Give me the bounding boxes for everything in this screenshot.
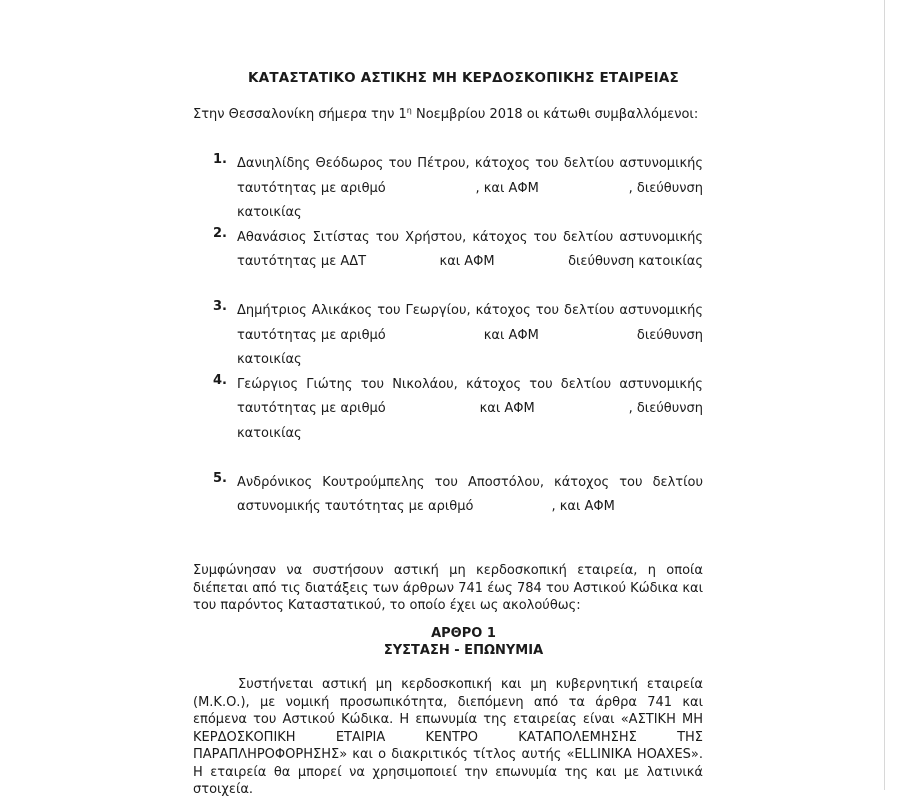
member-word: του xyxy=(529,376,553,392)
member-item xyxy=(213,226,703,275)
member-word: Γεωργίου, xyxy=(405,303,471,318)
member-word: του xyxy=(388,156,412,171)
member-number: 3. xyxy=(213,299,227,314)
member-line xyxy=(237,201,703,226)
intro-superscript: η xyxy=(406,106,412,115)
member-number: 4. xyxy=(213,372,227,388)
member-word: Γεώργιος xyxy=(237,376,299,392)
member-number: 1. xyxy=(213,152,227,167)
blank-field xyxy=(473,495,551,520)
intro-text-before: Στην Θεσσαλονίκη σήμερα την 1 xyxy=(193,107,407,122)
member-number: 2. xyxy=(213,225,227,241)
page-edge xyxy=(884,0,885,790)
member-word: κατοικίας xyxy=(237,352,302,367)
member-line xyxy=(237,422,703,447)
member-word: του xyxy=(375,229,400,245)
member-line xyxy=(237,471,703,496)
member-word: Χρήστου, xyxy=(405,229,467,245)
member-word: του xyxy=(377,303,401,318)
member-word: δελτίου xyxy=(560,376,612,392)
member-word: Γιώτης xyxy=(306,376,353,392)
member-word: του xyxy=(619,474,643,490)
member-word: Ανδρόνικος xyxy=(237,474,313,490)
member-word: κάτοχος xyxy=(472,229,528,245)
member-line xyxy=(237,397,703,422)
member-word: , και ΑΦΜ xyxy=(551,499,615,514)
member-word: Θεόδωρος xyxy=(315,156,384,171)
document-title: ΚΑΤΑΣΤΑΤΙΚΟ ΑΣΤΙΚΗΣ ΜΗ ΚΕΡΔΟΣΚΟΠΙΚΗΣ ΕΤΑΙΡΕΙΑΣ xyxy=(248,70,679,86)
member-word: Κουτρούμπελης xyxy=(322,474,425,490)
member-word: κατοικίας xyxy=(237,205,302,220)
member-line xyxy=(237,152,703,177)
member-number: 5. xyxy=(213,470,227,486)
member-word: Δημήτριος xyxy=(237,303,307,318)
member-word: διεύθυνση xyxy=(636,327,703,343)
member-word: διεύθυνση κατοικίας xyxy=(568,254,703,269)
member-word: και ΑΦΜ xyxy=(439,254,495,269)
member-item xyxy=(213,471,703,520)
member-word: ταυτότητας με αριθμό xyxy=(237,180,386,196)
member-line xyxy=(237,299,703,324)
member-word: αστυνομικής xyxy=(619,303,703,318)
member-line xyxy=(237,324,703,349)
member-word: και ΑΦΜ xyxy=(483,327,539,343)
members-list xyxy=(213,152,703,520)
member-word: και ΑΦΜ xyxy=(479,401,535,416)
member-line xyxy=(237,348,703,373)
member-word: Πέτρου, xyxy=(417,156,470,171)
member-line xyxy=(237,373,703,398)
member-line xyxy=(237,177,703,202)
member-word: του xyxy=(535,303,560,318)
member-word: του xyxy=(533,229,557,245)
member-word: αστυνομικής xyxy=(619,376,703,392)
member-word: κάτοχος xyxy=(474,156,531,171)
member-line xyxy=(237,250,703,275)
member-word: αστυνομικής ταυτότητας με αριθμό xyxy=(237,499,474,514)
member-word: Νικολάου, xyxy=(392,376,458,392)
member-word: του xyxy=(535,156,559,171)
member-word: Δανιηλίδης xyxy=(237,156,311,171)
agreement-paragraph: Συμφώνησαν να συστήσουν αστική μη κερδοσκοπική εταιρεία, η οποία διέπεται από τις διατάξεις των άρθρων 741 έως 784 του Αστικού Κώδικα και του παρόντος Καταστατικού, το οποίο έχει ως ακολούθως: xyxy=(193,563,703,613)
member-word: αστυνομικής xyxy=(619,229,703,245)
member-line xyxy=(237,495,703,520)
member-word: Σιτίστας xyxy=(312,229,370,245)
intro-sentence xyxy=(193,106,698,122)
article-number: ΑΡΘΡΟ 1 xyxy=(431,626,496,641)
member-word: του xyxy=(434,474,458,490)
member-word: δελτίου xyxy=(652,474,703,490)
member-word: κατοικίας xyxy=(237,425,302,441)
member-word: ταυτότητας με αριθμό xyxy=(237,327,386,343)
member-word: ταυτότητας με ΑΔΤ xyxy=(237,254,367,269)
member-word: δελτίου xyxy=(562,229,614,245)
member-word: κάτοχος xyxy=(475,303,531,318)
member-word: Αποστόλου, xyxy=(467,474,544,490)
article-text: Συστήνεται αστική μη κερδοσκοπική και μη κυβερνητική εταιρεία (Μ.Κ.Ο.), με νομική προσωπικότητα, διεπόμενη από τα άρθρα 741 και επόμενα του Αστικού Κώδικα. Η επωνυμία της εταιρείας είναι «ΑΣΤΙΚΗ ΜΗ ΚΕΡΔΟΣΚΟΠΙΚΗ ΕΤΑΙΡΙΑ ΚΕΝΤΡΟ ΚΑΤΑΠΟΛΕΜΗΣΗΣ ΤΗΣ ΠΑΡΑΠΛΗΡΟΦΟΡΗΣΗΣ» και ο διακριτικός τίτλος αυτής «ELLINIKA HOAXES». Η εταιρεία θα μπορεί να χρησιμοποιεί την επωνυμία της και με λατινικά στοιχεία. xyxy=(193,677,703,797)
member-word: Αθανάσιος xyxy=(237,229,307,245)
member-word: , διεύθυνση xyxy=(628,180,703,196)
member-word: του xyxy=(360,376,385,392)
member-word: , και ΑΦΜ xyxy=(475,180,539,196)
member-word: , διεύθυνση xyxy=(628,401,703,416)
member-word: κάτοχος xyxy=(554,474,610,490)
member-word: κάτοχος xyxy=(466,376,522,392)
article-heading: ΣΥΣΤΑΣΗ - ΕΠΩΝΥΜΙΑ xyxy=(383,643,544,658)
intro-text-after: Νοεμβρίου 2018 οι κάτωθι συμβαλλόμενοι: xyxy=(411,107,699,122)
member-word: ταυτότητας με αριθμό xyxy=(237,401,386,416)
member-word: δελτίου xyxy=(563,156,615,171)
member-word: αστυνομικής xyxy=(619,156,703,171)
member-line xyxy=(237,226,703,251)
member-item xyxy=(213,299,703,373)
member-word: δελτίου xyxy=(564,303,615,318)
member-item xyxy=(213,152,703,226)
member-word: Αλικάκος xyxy=(311,303,373,318)
member-item xyxy=(213,373,703,447)
